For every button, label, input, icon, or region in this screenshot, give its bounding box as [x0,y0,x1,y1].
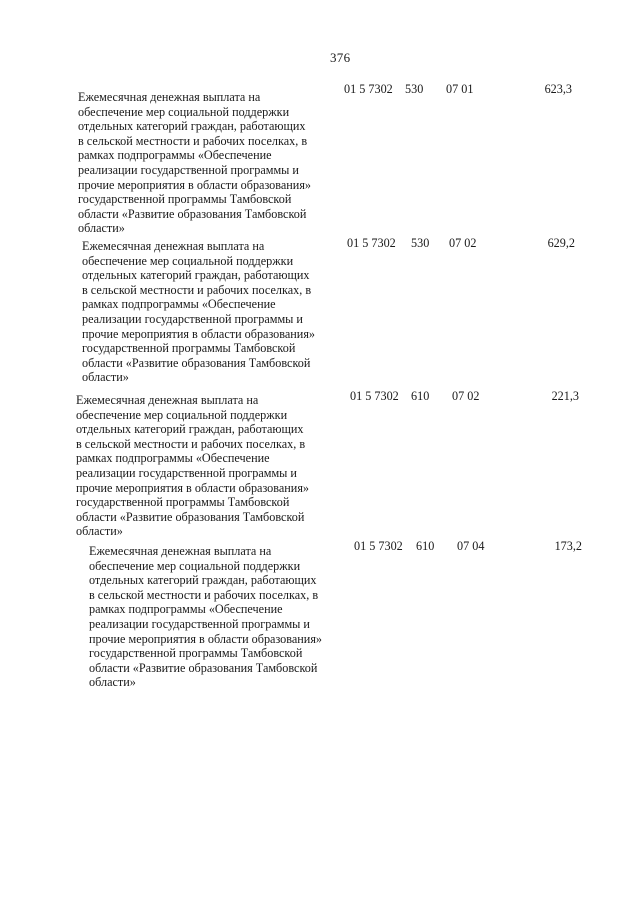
row-description: Ежемесячная денежная выплата на обеспечение мер социальной поддержки отдельных категорий граждан, работающих в сельской местности и рабочих поселках, в рамках подпрограммы «Обеспечение реализации государственной программы и прочие мероприятия в области образования» государственной программы Тамбовской области «Развитие образования Тамбовской области» [89,544,323,690]
amount-value: 629,2 [547,236,575,250]
expense-type-code: 530 [405,82,424,96]
page-number: 376 [330,50,351,65]
amount-value: 173,2 [554,539,582,553]
expense-type-code: 530 [411,236,430,250]
section-code: 07 01 [446,82,474,96]
row-description: Ежемесячная денежная выплата на обеспечение мер социальной поддержки отдельных категорий граждан, работающих в сельской местности и рабочих поселках, в рамках подпрограммы «Обеспечение реализации государственной программы и прочие мероприятия в области образования» государственной программы Тамбовской области «Развитие образования Тамбовской области» [78,90,312,236]
section-code: 07 04 [457,539,485,553]
target-article-code: 01 5 7302 [344,82,393,96]
expense-type-code: 610 [416,539,435,553]
row-description: Ежемесячная денежная выплата на обеспечение мер социальной поддержки отдельных категорий граждан, работающих в сельской местности и рабочих поселках, в рамках подпрограммы «Обеспечение реализации государственной программы и прочие мероприятия в области образования» государственной программы Тамбовской области «Развитие образования Тамбовской области» [76,393,310,539]
row-description: Ежемесячная денежная выплата на обеспечение мер социальной поддержки отдельных категорий граждан, работающих в сельской местности и рабочих поселках, в рамках подпрограммы «Обеспечение реализации государственной программы и прочие мероприятия в области образования» государственной программы Тамбовской области «Развитие образования Тамбовской области» [82,239,316,385]
amount-value: 623,3 [544,82,572,96]
target-article-code: 01 5 7302 [347,236,396,250]
amount-value: 221,3 [551,389,579,403]
expense-type-code: 610 [411,389,430,403]
section-code: 07 02 [449,236,477,250]
target-article-code: 01 5 7302 [354,539,403,553]
section-code: 07 02 [452,389,480,403]
target-article-code: 01 5 7302 [350,389,399,403]
